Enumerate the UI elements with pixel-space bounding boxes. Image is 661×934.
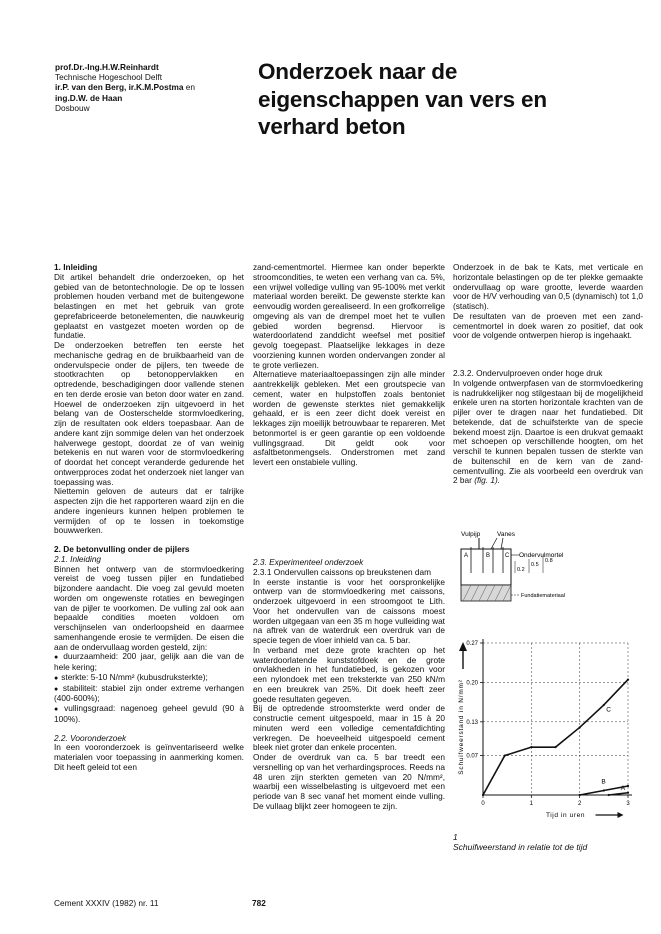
x-axis-label: Tijd in uren [545, 812, 586, 819]
label-depth-05: 0.5 [531, 562, 539, 568]
series-label-b: B [601, 778, 606, 786]
figure-caption: Schuifweerstand in relatie tot de tijd [453, 842, 588, 852]
column-3-lower [453, 369, 643, 486]
y-axis-label: Schuifweerstand in N/mm² [458, 679, 465, 775]
label-depth-02: 0.2 [517, 567, 525, 573]
author-block [55, 62, 255, 113]
label-b: B [486, 553, 491, 559]
figure-number: 1 [453, 832, 458, 842]
data-point [579, 726, 581, 728]
x-label-arrowhead [618, 812, 624, 818]
paragraph: In een vooronderzoek is geïnventariseerd welke materialen voor toepassing in aanmerking komen. Dit heeft geleid tot een [54, 742, 244, 772]
column-3 [453, 263, 643, 341]
x-tick-label: 1 [529, 801, 534, 807]
label-vulpijp: Vulpijp [461, 531, 481, 538]
bullet-item: ● sterkte: 5-10 N/mm² (kubusdruksterkte); [54, 673, 244, 684]
author-line-suffix: en [183, 82, 196, 93]
paragraph: Onderzoek in de bak te Kats, met verticale en horizontale belastingen op de ter plekke gemaakte ondervullaag op ware grootte, leverde waarden voor de H/V verhouding van 0,5 (dynamisch) tot 1,0 (statisch). [453, 262, 643, 311]
y-tick-label: 0.27 [466, 641, 478, 647]
bullet-item: ● duurzaamheid: 200 jaar, gelijk aan die van de hele kering; [54, 652, 244, 673]
paragraph: De resultaten van de proeven met een zand-cementmortel in doek waren zo positief, dat ook voor de volgende ontwerpen hierop is ingehaakt. [453, 310, 643, 341]
data-point [603, 789, 605, 791]
data-point [554, 746, 556, 748]
label-fundatiemateriaal: Fundatiemateriaal [521, 593, 566, 599]
foundation-hatching [461, 585, 511, 601]
bullet-item: ● stabiliteit: stabiel zijn onder extreme verhangen (400-600%); [54, 684, 244, 705]
author-line: Technische Hogeschool Delft [55, 72, 162, 83]
data-point [627, 678, 629, 680]
paragraph: Onder de overdruk van ca. 5 bar treedt een versnelling op van het verhardingsproces. Reeds na 48 uren zijn sterkten gemeten van 20 N/mm², waarbij een wisselbelasting is uitgevoerd met een periode van 8 sec vanaf het moment einde vulling. De vullaag blijkt zeer homogeen te zijn. [253, 752, 445, 811]
paragraph: zand-cementmortel. Hiermee kan onder beperkte stroomcondities, te weten een verhang van ca. 5%, een vrijwel volledige vulling van 95-100% met verkit materiaal worden bereikt. De gewenste sterkte kan eenvoudig worden gerealiseerd. In een grofkorrelige omgeving als van de drempel moet het te vullen gebied worden begrensd. Hiervoor is waterdoorlatend zanddicht weefsel met positief gevolg toegepast. Plaatselijke lekkages in deze voorziening kunnen worden ondervangen zonder al te grote verliezen. [253, 262, 445, 370]
paragraph: Binnen het ontwerp van de stormvloedkering vereist de voeg tussen pijler en fundatiebed bijzondere aandacht. Die voeg zal gevuld moeten worden om ongewenste rotaties en bewegingen van de pijler te voorkomen. De vulling zal ook aan bepaalde condities moeten voldoen om verschijnselen van onderloopsheid en daarmee samenhangende erosie te vermijden. De eisen die aan de ondervullaag worden gesteld, zijn: [54, 563, 244, 652]
x-tick-label: 2 [577, 801, 582, 807]
paragraph-text: In volgende ontwerpfasen van de stormvloedkering is nadrukkelijker nog stilgestaan bij de mogelijkheid enkele uren na storten horizontale krachten van de pijler over te dragen naar het fundatiebed. Dit betekende, dat de schuifsterkte van de specie bekend moest zijn. Daartoe is een drukvat gemaakt met schoepen op verschillende hoogten, om het verschil te kunnen bepalen tussen de sterkte van de buitenschil en de kern van de zand-cementvulling. Zie als voorbeeld een overdruk van 2 bar [453, 377, 643, 486]
x-tick-label: 0 [481, 801, 485, 807]
section-heading: 2. De betonvulling onder de pijlers [54, 544, 190, 554]
subsection-heading: 2.2. Vooronderzoek [54, 732, 127, 743]
x-tick-label: 3 [626, 801, 630, 807]
label-a: A [464, 553, 469, 559]
y-tick-label: 0.13 [466, 719, 478, 726]
data-point [482, 794, 484, 796]
chart-series [482, 678, 629, 796]
title-line: Onderzoek naar de [258, 59, 458, 84]
column-2 [253, 263, 445, 468]
series-label-a: A [620, 784, 626, 792]
title-line: eigenschappen van vers en [258, 86, 547, 112]
figure-reference: (fig. 1). [474, 475, 501, 486]
column-2-lower [253, 558, 445, 812]
author-line: Dosbouw [55, 102, 90, 113]
chart-grid [483, 643, 628, 795]
y-tick-label: 0.07 [466, 753, 478, 760]
series-line-c [483, 680, 628, 795]
paragraph: Niettemin geloven de auteurs dat er talrijke aspecten zijn die het rapporteren waard zijn en die andere ingenieurs kunnen helpen problemen te vermijden of op te lossen in toekomstige bouwwerken. [54, 486, 244, 536]
subsection-heading: 2.3.1 Ondervullen caissons op breukstenen dam [253, 566, 432, 577]
bullet-item: ● vullingsgraad: nagenoeg geheel gevuld (90 à 100%). [54, 704, 244, 725]
data-point [608, 794, 610, 796]
shear-strength-chart [453, 635, 653, 830]
paragraph [453, 379, 643, 486]
paragraph: De onderzoeken betreffen ten eerste het mechanische gedrag en de bruikbaarheid van de ondervulspecie onder de pijlers, ten tweede de stootkrachten op betonoppervlakken en optredende, beschadigingen door vallende stenen en ten derde erosie van beton door water en zand. Hoewel de onderzoeken zijn uitgevoerd in het belang van de Oosterschelde stormvloedkering, zijn de resultaten ook elders toepasbaar. Aan de andere kant zijn sommige delen van het onderzoek halverwege gestopt, doordat ze of van weinig betekenis en nut waren voor de stormvloedkering of doordat het concept veranderde gedurende het ontwerpproces zodat het onderzoek niet langer van toepassing was. [54, 340, 244, 487]
title-line: verhard beton [258, 114, 406, 139]
subsection-heading: 2.3. Experimenteel onderzoek [253, 557, 364, 567]
paragraph: Bij de optredende stroomsterkte werd onder de constructie cement uitgespoeld, maar in 15 à 20 minuten werd een volledige cementafdichting verkregen. De hoeveelheid uitgespoeld cement bleek niet groter dan enkele procenten. [253, 703, 445, 753]
author-line: prof.Dr.-Ing.H.W.Reinhardt [55, 62, 159, 72]
author-line: ing.D.W. de Haan [55, 92, 123, 103]
data-point [627, 792, 629, 794]
label-vanes: Vanes [497, 531, 515, 538]
label-ondervulmortel: Ondervulmortel [519, 552, 564, 559]
data-point [579, 794, 581, 796]
label-c: C [505, 553, 510, 559]
data-point [530, 746, 532, 748]
paragraph: In verband met deze grote krachten op het waterdoorlatende kunststofdoek en de grote onvlakheden in het fundatiebed, is gekozen voor een nylondoek met een treksterkte van 250 kN/m en een breukrek van 25%. Dit doek heeft zeer goede resultaten gegeven. [253, 644, 445, 704]
test-setup-sketch [453, 525, 653, 615]
page-number: 782 [252, 898, 266, 908]
data-point [603, 704, 605, 706]
subsection-heading: 2.1. Inleiding [54, 553, 102, 564]
y-tick-label: 0.20 [466, 680, 478, 687]
paragraph: Alternatieve materiaaltoepassingen zijn alle minder aantrekkelijk gebleken. Met een groutspecie van cement, water en hulpstoffen zoals bentoniet worden de gewenste sterktes niet gemakkelijk gehaald, er is een zeer dicht doek vereist en lekkages zijn moeilijk betrouwbaar te repareren. Met betonmortel is er geen garantie op een voldoende vullingsgraad. Dit geldt ook voor asfaltbetonmengsels. Onderstromen met zand levert een onstabiele vulling. [253, 369, 445, 467]
data-point [627, 785, 629, 787]
journal-footer: Cement XXXIV (1982) nr. 11 [54, 898, 159, 908]
article-title [258, 58, 638, 141]
column-1 [54, 263, 244, 773]
paragraph: In eerste instantie is voor het oorspronkelijke ontwerp van de stormvloedkering met caissons, onderzoek uitgevoerd in een stroomgoot te Lith. Voor het ondervullen van de caissons moest worden uitgegaan van een 35 m hoge vulleiding wat na aftrek van de waterdruk een overdruk van de specie tegen de vloer inhield van ca. 5 bar. [253, 576, 445, 645]
section-heading: 1. Inleiding [54, 262, 98, 272]
data-point [504, 754, 506, 756]
label-depth-08: 0.8 [545, 558, 553, 564]
paragraph: Dit artikel behandelt drie onderzoeken, op het gebied van de betontechnologie. De op te lossen problemen houden verband met de buitengewone belastingen en met het gebruik van grote geprefabriceerde betonelementen, die nauwkeurig geplaatst en vastgezet moeten worden op de fundatie. [54, 271, 244, 341]
series-label-c: C [606, 706, 611, 714]
author-line: ir.P. van den Berg, ir.K.M.Postma [55, 82, 184, 93]
subsection-heading: 2.3.2. Ondervulproeven onder hoge druk [453, 368, 603, 378]
